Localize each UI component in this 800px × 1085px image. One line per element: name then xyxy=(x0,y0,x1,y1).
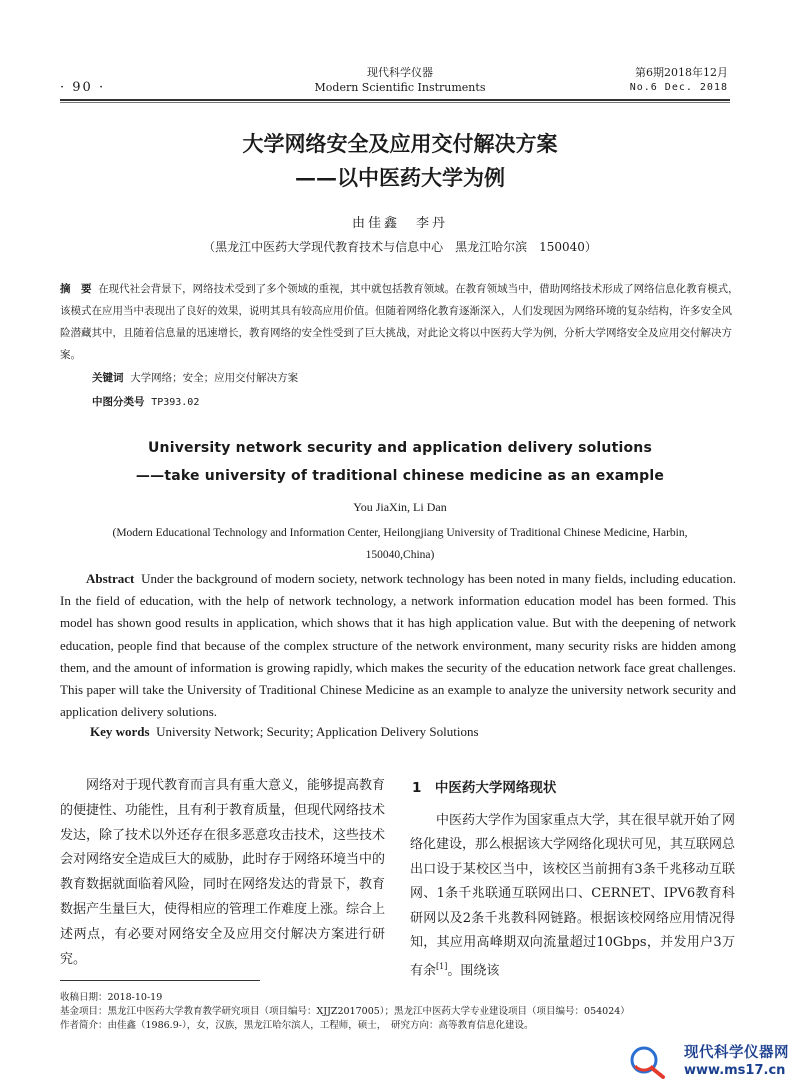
footnote xyxy=(60,991,740,1033)
title-en-line1: University network security and application delivery solutions xyxy=(147,440,653,456)
affiliation-cn: （黑龙江中医药大学现代教育技术与信息中心 黑龙江哈尔滨 150040） xyxy=(203,240,597,254)
page-number: · 90 · xyxy=(60,80,106,95)
title-cn-line1: 大学网络安全及应用交付解决方案 xyxy=(242,131,558,156)
footnote-received: 收稿日期：2018-10-19 xyxy=(60,992,163,1003)
journal-name-cn: 现代科学仪器 xyxy=(367,66,433,79)
abstract-en xyxy=(60,568,736,723)
classification-cn xyxy=(92,394,199,409)
paper-title-cn xyxy=(60,127,740,195)
affiliation-en: (Modern Educational Technology and Information Center, Heilongjiang University of Traditional Chinese Medicine, Harbin, 150040,China) xyxy=(112,527,688,561)
authors-cn: 由佳鑫 李丹 xyxy=(351,216,448,231)
keywords-cn-text: 大学网络；安全；应用交付解决方案 xyxy=(130,372,299,384)
body-right-column xyxy=(410,809,735,984)
footnote-author: 作者简介：由佳鑫（1986.9-），女，汉族，黑龙江哈尔滨人，工程师，硕士， 研究方向：高等教育信息化建设。 xyxy=(60,1020,534,1031)
section1-text-cont: 。围绕该 xyxy=(447,963,500,979)
watermark xyxy=(684,1041,789,1078)
abstract-cn-text: 在现代社会背景下，网络技术受到了多个领域的重视，其中就包括教育领域。在教育领域当中，借助网络技术形成了网络信息化教育模式，该模式在应用当中表现出了良好的效果，说明其具有较高应用价值。但随着网络化教育逐渐深入，人们发现因为网络环境的复杂结构，许多安全风险潜藏其中，且随着信息量的迅速增长，教育网络的安全性受到了巨大挑战，对此论文将以中医药大学为例，分析大学网络安全及应用交付解决方案。 xyxy=(60,283,739,361)
header-rule-thin xyxy=(60,102,730,103)
journal-name-en: Modern Scientific Instruments xyxy=(314,81,486,94)
keywords-cn xyxy=(92,370,298,385)
issue-cn: 第6期2018年12月 xyxy=(635,66,728,79)
footnote-rule xyxy=(60,980,260,981)
section-heading: 1 中医药大学网络现状 xyxy=(412,780,557,796)
keywords-en-text: University Network; Security; Application Delivery Solutions xyxy=(156,724,479,739)
body-left-column: 网络对于现代教育而言具有重大意义，能够提高教育的便捷性、功能性，且有利于教育质量，但现代网络技术发达，除了技术以外还存在很多恶意攻击技术，这些技术会对网络安全造成巨大的威胁，此时存于网络环境当中的教育数据就面临着风险，同时在网络发达的背景下，教育数据产生量巨大，使得相应的管理工作难度上涨。综合上述两点，有必要对网络安全及应用交付解决方案进行研究。 xyxy=(60,778,386,967)
keywords-en xyxy=(90,724,479,740)
watermark-name: 现代科学仪器网 xyxy=(684,1045,789,1061)
issue-en: No.6 Dec. 2018 xyxy=(629,82,728,93)
footnote-fund: 基金项目：黑龙江中医药大学教育教学研究项目（项目编号：XJJZ2017005）；黑龙江中医药大学专业建设项目（项目编号：054024） xyxy=(60,1006,630,1017)
title-cn-line2: ——以中医药大学为例 xyxy=(295,165,505,190)
paper-title-en xyxy=(60,434,740,490)
abstract-en-label: Abstract xyxy=(86,571,135,586)
watermark-url[interactable]: www.ms17.cn xyxy=(684,1063,786,1078)
classification-cn-label: 中图分类号 xyxy=(92,396,145,408)
abstract-cn xyxy=(60,278,740,366)
keywords-en-label: Key words xyxy=(90,724,150,739)
abstract-cn-label: 摘 要 xyxy=(60,283,92,295)
abstract-en-text: Under the background of modern society, network technology has been noted in many fields, including education. In the field of education, with the help of network technology, a network information education model has been formed. This model has shown good results in application, which shows that it has high application value. But with the deepening of network education, people find that because of the complex structure of the network environment, many security risks are hidden among them, and the amount of information is growing rapidly, which makes the security of the education network face great challenges. This paper will take the University of Traditional Chinese Medicine as an example to analyze the university network security and application delivery solutions. xyxy=(60,571,736,720)
section1-text: 中医药大学作为国家重点大学，其在很早就开始了网络化建设，那么根据该大学网络化现状可见，其互联网总出口设于某校区当中，该校区当前拥有3条千兆移动互联网、1条千兆联通互联网出口、CERNET、IPV6教育科研网以及2条千兆教科网链路。根据该校网络应用情况得知，其应用高峰期双向流量超过10Gbps，并发用户3万有余 xyxy=(410,813,736,979)
issue-info xyxy=(600,65,728,95)
title-en-line2: ——take university of traditional chinese medicine as an example xyxy=(135,468,665,484)
citation-ref[interactable]: [1] xyxy=(436,962,448,972)
journal-name xyxy=(300,65,500,95)
keywords-cn-label: 关键词 xyxy=(92,372,124,384)
header-rule xyxy=(60,99,730,101)
authors-en: You JiaXin, Li Dan xyxy=(353,500,447,514)
magnifier-logo-icon xyxy=(627,1043,671,1079)
classification-code: TP393.02 xyxy=(151,397,200,408)
